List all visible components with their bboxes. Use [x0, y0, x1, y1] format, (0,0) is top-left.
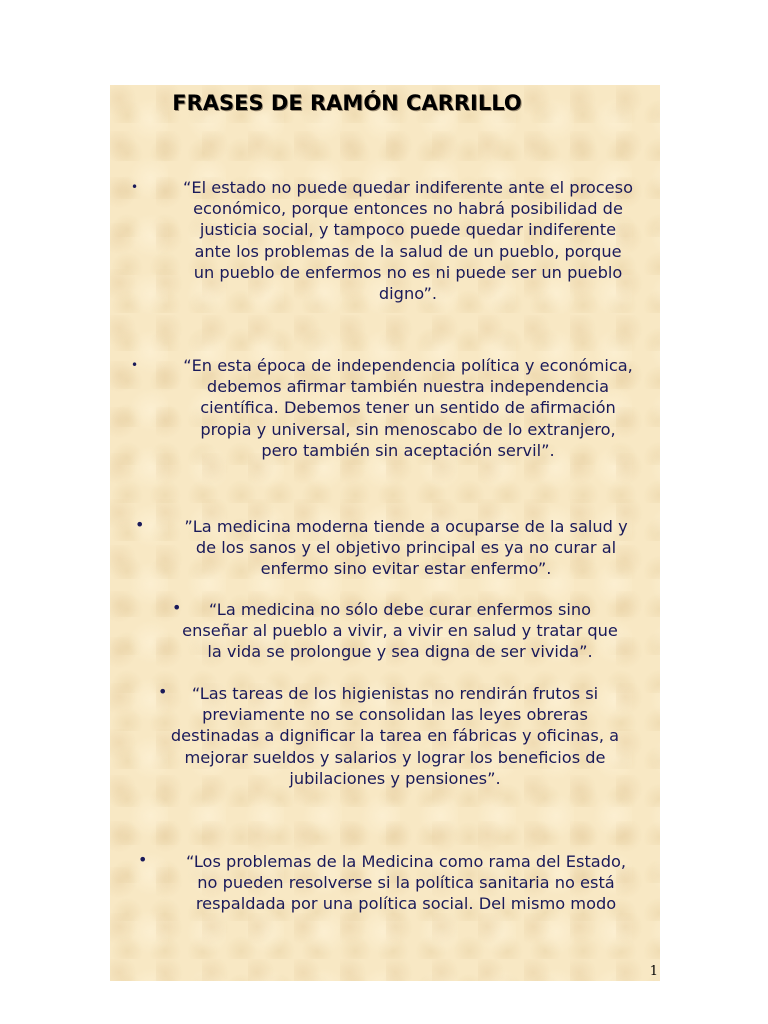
quote-line: un pueblo de enfermos no es ni puede ser un pueblo	[193, 262, 623, 282]
quote-line: digno”.	[378, 284, 438, 304]
page-title: FRASES DE RAMÓN CARRILLO	[172, 91, 522, 115]
quote-line: debemos afirmar también nuestra independencia	[206, 377, 610, 397]
bullet-marker: •	[131, 358, 139, 372]
quote-line: propia y universal, sin menoscabo de lo extranjero,	[200, 419, 616, 439]
quote-line: previamente no se consolidan las leyes obreras	[202, 705, 588, 725]
quote-3	[152, 516, 660, 580]
quote-5	[130, 683, 660, 789]
quote-line: respaldada por una política social. Del mismo modo	[195, 894, 617, 914]
quote-line: ”La medicina moderna tiende a ocuparse de la salud y	[184, 517, 628, 536]
quote-line: “La medicina no sólo debe curar enfermos sino	[208, 600, 592, 619]
quote-line: destinadas a dignificar la tarea en fábricas y oficinas, a	[170, 726, 620, 746]
quote-line: económico, porque entonces no habrá posibilidad de	[193, 199, 623, 219]
quote-2	[156, 355, 660, 461]
quote-1	[156, 177, 660, 304]
bullet-marker: •	[135, 515, 145, 534]
quote-line: científica. Debemos tener un sentido de afirmación	[200, 398, 616, 418]
bullet-marker: •	[131, 180, 139, 194]
quote-line: ante los problemas de la salud de un pueblo, porque	[194, 241, 622, 261]
quote-line: enfermo sino evitar estar enfermo”.	[260, 559, 552, 579]
page-number: 1	[649, 964, 658, 979]
quote-line: mejorar sueldos y salarios y lograr los beneficios de	[184, 747, 606, 767]
quote-4	[140, 599, 660, 663]
quote-line: “Los problemas de la Medicina como rama del Estado,	[185, 852, 627, 871]
quote-line: enseñar al pueblo a vivir, a vivir en salud y tratar que	[182, 621, 618, 641]
quote-line: de los sanos y el objetivo principal es ya no curar al	[195, 538, 617, 558]
quote-line: la vida se prolongue y sea digna de ser vivida”.	[207, 642, 593, 662]
quote-6	[152, 851, 660, 915]
bullet-marker: •	[172, 598, 182, 617]
document-page	[110, 85, 660, 981]
quote-line: justicia social, y tampoco puede quedar indiferente	[199, 220, 617, 240]
quote-line: pero también sin aceptación servil”.	[261, 440, 555, 460]
bullet-marker: •	[158, 682, 168, 701]
quote-line: “Las tareas de los higienistas no rendirán frutos si	[191, 684, 599, 703]
bullet-marker: •	[138, 850, 148, 869]
quote-line: no pueden resolverse si la política sanitaria no está	[197, 873, 615, 893]
quote-line: “En esta época de independencia política y económica,	[183, 356, 633, 375]
quote-line: “El estado no puede quedar indiferente ante el proceso	[183, 178, 633, 197]
quote-line: jubilaciones y pensiones”.	[289, 768, 501, 788]
